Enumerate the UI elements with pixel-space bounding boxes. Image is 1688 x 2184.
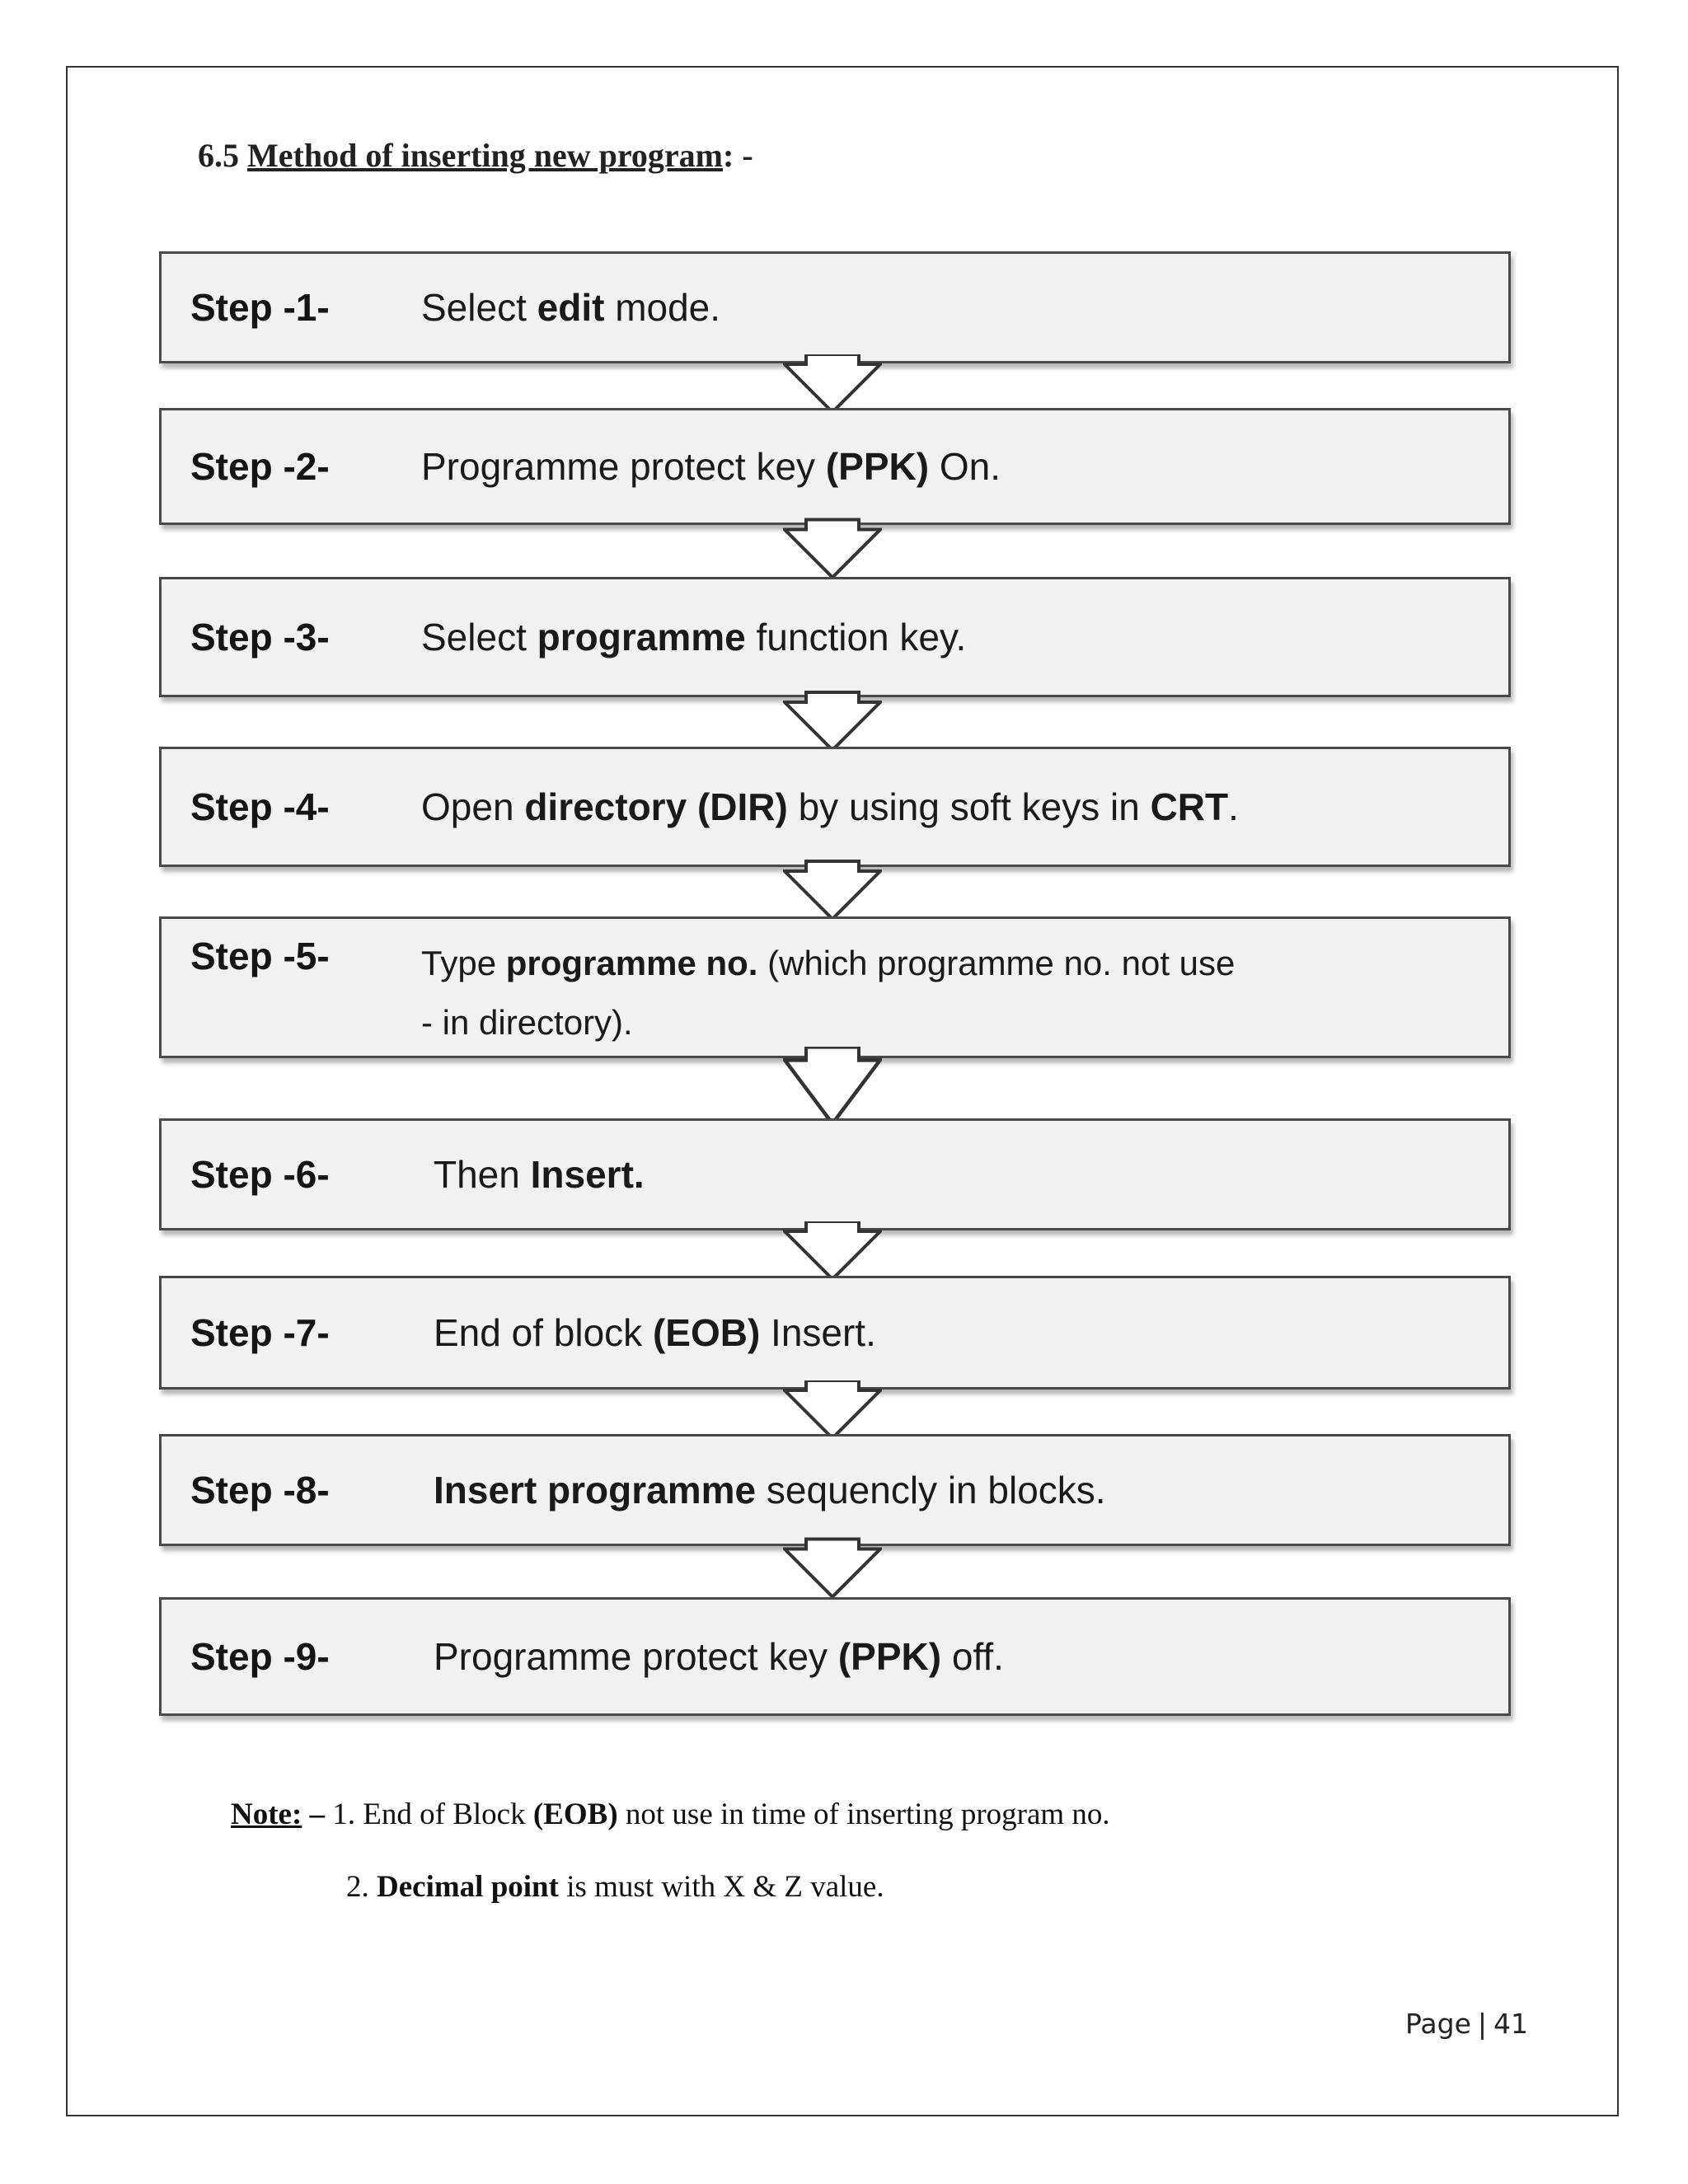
step-box-6 — [159, 1118, 1511, 1230]
step-text: Programme protect key (PPK) On. — [421, 445, 1001, 488]
step-text: Open directory (DIR) by using soft keys in CRT. — [421, 785, 1239, 828]
step-box-4 — [159, 747, 1511, 867]
step-label: Step -9- — [190, 1635, 330, 1678]
page-number: Page | 41 — [1405, 2008, 1529, 2040]
step-box-7 — [159, 1276, 1511, 1390]
step-label: Step -3- — [190, 616, 330, 658]
step-label: Step -8- — [190, 1469, 330, 1511]
step-label: Step -2- — [190, 445, 330, 488]
section-number: 6.5 — [198, 137, 239, 174]
step-label: Step -7- — [190, 1311, 330, 1354]
step-text: Type programme no. (which programme no. not use - in directory). — [421, 944, 1236, 1042]
step-box-5 — [159, 916, 1511, 1058]
down-arrow-icon — [783, 1537, 882, 1603]
section-suffix: : - — [723, 137, 753, 174]
step-box-2 — [159, 408, 1511, 525]
step-label: Step -4- — [190, 785, 330, 828]
step-box-3 — [159, 577, 1511, 697]
down-arrow-icon — [783, 354, 882, 416]
down-arrow-icon — [783, 1047, 882, 1129]
note-dash: – — [302, 1797, 333, 1831]
down-arrow-icon — [783, 518, 882, 583]
section-title: Method of inserting new program — [247, 137, 723, 174]
down-arrow-icon — [783, 1221, 882, 1283]
step-text: Then Insert. — [434, 1153, 645, 1196]
step-box-1 — [159, 251, 1511, 363]
step-box-9 — [159, 1597, 1511, 1716]
note-label: Note: — [231, 1797, 302, 1831]
note-line-2: 2. Decimal point is must with X & Z value. — [346, 1870, 884, 1904]
step-text: Select edit mode. — [421, 286, 721, 329]
step-text: End of block (EOB) Insert. — [434, 1311, 876, 1354]
step-text: Programme protect key (PPK) off. — [434, 1635, 1004, 1678]
step-text: Select programme function key. — [421, 616, 967, 658]
step-box-8 — [159, 1434, 1511, 1546]
down-arrow-icon — [783, 1380, 882, 1442]
step-text: Insert programme sequencly in blocks. — [434, 1469, 1106, 1511]
step-label: Step -1- — [190, 286, 330, 329]
step-label: Step -5- — [190, 935, 330, 977]
note-line-1: Note: – 1. End of Block (EOB) not use in time of inserting program no. — [231, 1797, 1110, 1831]
step-label: Step -6- — [190, 1153, 330, 1196]
